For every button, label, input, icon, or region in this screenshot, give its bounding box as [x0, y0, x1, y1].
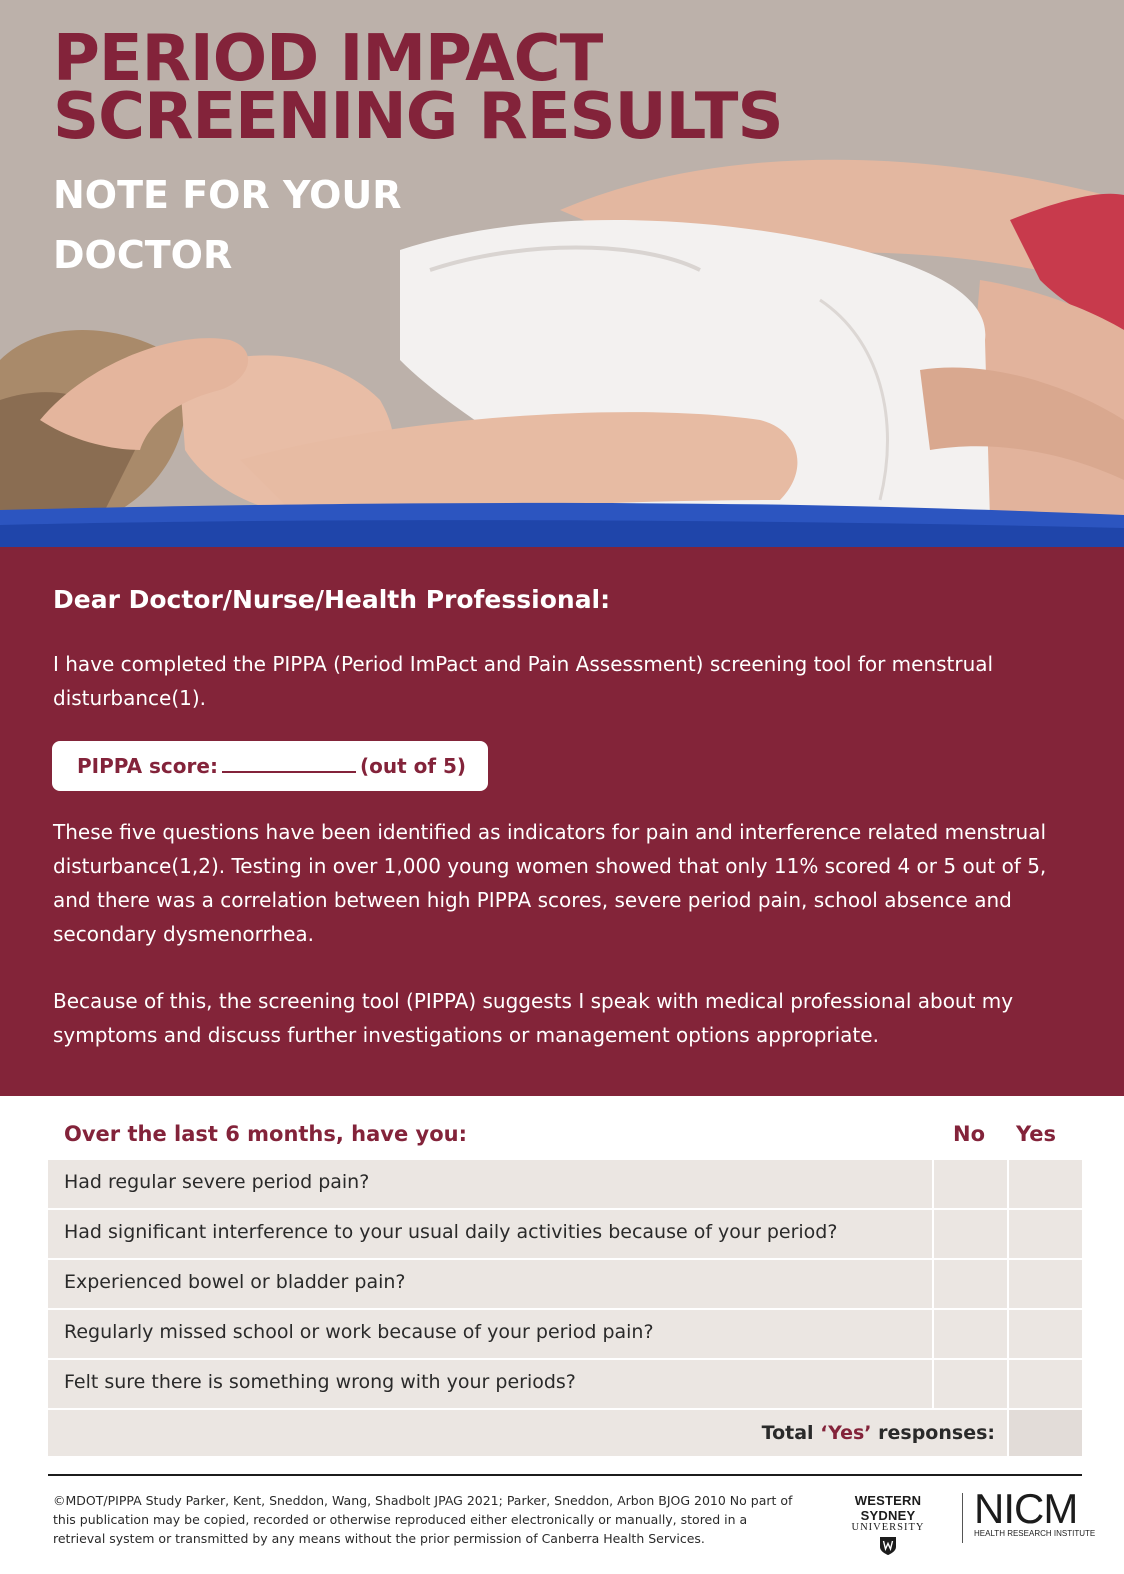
wsu-logo-line-1: WESTERN SYDNEY — [854, 1493, 922, 1523]
answer-no-cell[interactable] — [934, 1360, 1007, 1408]
title-line-2: SCREENING RESULTS — [53, 80, 783, 154]
letter-section — [0, 547, 1124, 1096]
table-row — [48, 1360, 1082, 1408]
answer-yes-cell[interactable] — [1009, 1260, 1082, 1308]
wsu-shield-icon — [879, 1536, 897, 1556]
letter-paragraph-1: I have completed the PIPPA (Period ImPact and Pain Assessment) screening tool for menstrual disturbance(1). — [53, 652, 994, 710]
hero-banner — [0, 0, 1124, 547]
answer-no-cell[interactable] — [934, 1160, 1007, 1208]
table-row — [48, 1160, 1082, 1208]
logo-divider — [962, 1493, 963, 1543]
pippa-score-box — [52, 741, 488, 791]
nicm-logo-wordmark: NICM — [974, 1485, 1078, 1532]
question-table-header — [48, 1112, 1082, 1160]
title-line-1: PERIOD IMPACT — [53, 22, 603, 96]
copyright-notice: ©MDOT/PIPPA Study Parker, Kent, Sneddon, Wang, Shadbolt JPAG 2021; Parker, Sneddon, Arbon BJOG 2010 No part of this publication may be copied, recorded or otherwise reproduced either electronically or manually, stored in a retrieval system or transmitted by any means without the prior permission of Canberra Health Services. — [53, 1493, 793, 1546]
question-table — [48, 1112, 1082, 1456]
pippa-score-label: PIPPA score: — [77, 754, 218, 778]
western-sydney-university-logo — [826, 1493, 950, 1560]
document-title — [53, 22, 873, 154]
letter-greeting: Dear Doctor/Nurse/Health Professional: — [53, 585, 611, 614]
question-table-heading: Over the last 6 months, have you: — [64, 1122, 467, 1146]
answer-yes-cell[interactable] — [1009, 1310, 1082, 1358]
answer-no-cell[interactable] — [934, 1260, 1007, 1308]
question-text: Had significant interference to your usual daily activities because of your period? — [48, 1210, 932, 1258]
table-row — [48, 1210, 1082, 1258]
table-row — [48, 1310, 1082, 1358]
answer-no-cell[interactable] — [934, 1310, 1007, 1358]
table-row — [48, 1260, 1082, 1308]
total-suffix: responses: — [871, 1422, 995, 1444]
pippa-score-blank[interactable] — [222, 755, 356, 773]
total-yes-word: ‘Yes’ — [820, 1422, 872, 1444]
total-yes-box[interactable] — [1009, 1410, 1082, 1456]
letter-paragraph-2: These five questions have been identified as indicators for pain and interference related menstrual disturbance(1,2). Testing in over 1,000 young women showed that only 11% scored 4 or 5 out of 5, and there was a correlation between high PIPPA scores, severe period pain, school absence and secondary dysmenorrhea. — [53, 820, 1047, 946]
question-text: Felt sure there is something wrong with your periods? — [48, 1360, 932, 1408]
subtitle-line-1: NOTE FOR YOUR — [53, 173, 402, 217]
document-subtitle — [53, 165, 453, 285]
total-prefix: Total — [761, 1422, 821, 1444]
subtitle-line-2: DOCTOR — [53, 233, 233, 277]
answer-yes-cell[interactable] — [1009, 1210, 1082, 1258]
column-header-no: No — [953, 1122, 986, 1146]
question-text: Regularly missed school or work because of your period pain? — [48, 1310, 932, 1358]
column-header-yes: Yes — [1016, 1122, 1057, 1146]
nicm-logo — [974, 1485, 1096, 1538]
total-row — [48, 1410, 1082, 1456]
answer-yes-cell[interactable] — [1009, 1160, 1082, 1208]
answer-no-cell[interactable] — [934, 1210, 1007, 1258]
nicm-logo-tagline: HEALTH RESEARCH INSTITUTE — [974, 1529, 1096, 1538]
answer-yes-cell[interactable] — [1009, 1360, 1082, 1408]
pippa-score-suffix: (out of 5) — [359, 754, 467, 778]
footer-divider — [48, 1474, 1082, 1476]
question-text: Experienced bowel or bladder pain? — [48, 1260, 932, 1308]
question-text: Had regular severe period pain? — [48, 1160, 932, 1208]
wsu-logo-line-2: UNIVERSITY — [851, 1522, 925, 1533]
letter-paragraph-3: Because of this, the screening tool (PIPPA) suggests I speak with medical professional about my symptoms and discuss further investigations or management options appropriate. — [53, 989, 1014, 1047]
total-label — [48, 1410, 1007, 1456]
